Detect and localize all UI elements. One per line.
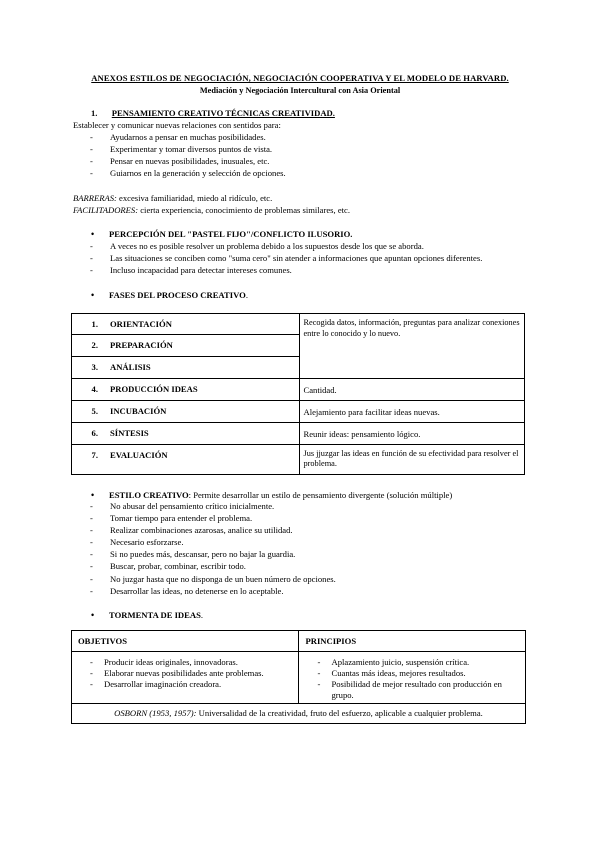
barreras-line [73,193,272,205]
list-item: - Incluso incapacidad para detectar intereses comunes. [88,265,482,277]
phase-number: 7. [91,450,98,460]
estilo-heading [91,489,452,502]
phase-label: ANÁLISIS [110,362,151,372]
barreras-label: BARRERAS: [73,193,117,203]
list-item: - Posibilidad de mejor resultado con producción en grupo. [299,679,525,701]
phase-desc: Alejamiento para facilitar ideas nuevas. [299,401,525,423]
phase-label: INCUBACIÓN [110,406,167,416]
section1-number: 1. [91,108,98,118]
table-row [72,401,525,423]
list-item: - Aplazamiento juicio, suspensión crítica. [299,657,525,668]
phase-cell [72,314,300,335]
list-item: - Cuantas más ideas, mejores resultados. [299,668,525,679]
document-title: ANEXOS ESTILOS DE NEGOCIACIÓN, NEGOCIACIÓN COOPERATIVA Y EL MODELO DE HARVARD. [91,73,509,83]
principios-list [299,657,525,701]
table-row [72,314,525,335]
table-row [72,631,526,652]
list-item: - Las situaciones se conciben como "suma cero" sin atender a informaciones que apuntan opciones diferentes. [88,253,482,265]
objetivos-header: OBJETIVOS [72,631,299,652]
phase-cell [72,379,300,401]
table-row [72,445,525,475]
phase-number: 4. [91,384,98,394]
section1-intro: Establecer y comunicar nuevas relaciones con sentidos para: [73,120,281,130]
list-item: - Realizar combinaciones azarosas, analice su utilidad. [88,525,336,537]
document-subtitle: Mediación y Negociación Intercultural con Asia Oriental [199,86,401,95]
bullet-icon: • [91,490,95,500]
phase-cell [72,423,300,445]
objetivos-cell [72,652,299,704]
phase-cell [72,357,300,379]
facilitadores-text: cierta experiencia, conocimiento de problemas similares, etc. [138,205,350,215]
list-item: - Desarrollar imaginación creadora. [72,679,298,690]
facilitadores-line [73,205,350,217]
section1-title: PENSAMIENTO CREATIVO TÉCNICAS CREATIVIDAD. [111,108,335,118]
bullet-icon: • [91,610,95,620]
fases-table [71,313,525,475]
facilitadores-label: FACILITADORES: [73,205,139,215]
phase-label: ORIENTACIÓN [110,319,172,329]
percepcion-title: PERCEPCIÓN DEL "PASTEL FIJO"/CONFLICTO ILUSORIO. [109,229,353,239]
estilo-list [88,501,336,598]
bullet-icon: • [91,229,95,239]
tormenta-title: TORMENTA DE IDEAS [109,610,201,620]
phase-number: 5. [91,406,98,416]
principios-header: PRINCIPIOS [299,631,526,652]
table-row [72,652,526,704]
phase-label: SÍNTESIS [110,428,149,438]
estilo-text: : Permite desarrollar un estilo de pensamiento divergente (solución múltiple) [188,490,453,500]
phase-number: 1. [91,319,98,329]
list-item: - Ayudarnos a pensar en muchas posibilidades. [88,132,286,144]
percepcion-list [88,241,482,277]
phase-desc: Reunir ideas: pensamiento lógico. [299,423,525,445]
list-item: - Pensar en nuevas posibilidades, inusuales, etc. [88,156,286,168]
phase-number: 2. [91,340,98,350]
phase-label: PRODUCCIÓN IDEAS [110,384,198,394]
tormenta-heading [91,609,203,622]
list-item: - Buscar, probar, combinar, escribir todo. [88,561,336,573]
percepcion-heading [91,228,352,241]
barreras-text: excesiva familiaridad, miedo al ridículo, etc. [116,193,273,203]
list-item: - Desarrollar las ideas, no detenerse en lo aceptable. [88,586,336,598]
phase-label: EVALUACIÓN [110,450,168,460]
phase-cell [72,401,300,423]
list-item: - A veces no es posible resolver un problema debido a los supuestos desde los que se aborda. [88,241,482,253]
principios-cell [299,652,526,704]
phase-desc: Jus jjuzgar las ideas en función de su efectividad para resolver el problema. [299,445,525,475]
phase-number: 3. [91,362,98,372]
table-row [72,704,526,724]
list-item: - Experimentar y tomar diversos puntos de vista. [88,144,286,156]
list-item: - Elaborar nuevas posibilidades ante problemas. [72,668,298,679]
list-item: - No juzgar hasta que no disponga de un buen número de opciones. [88,574,336,586]
section1-list [88,132,286,180]
list-item: - Tomar tiempo para entender el problema. [88,513,336,525]
fases-title: FASES DEL PROCESO CREATIVO [109,290,246,300]
phase-number: 6. [91,428,98,438]
section1-heading [91,108,335,120]
fases-period: . [245,290,248,300]
phase-cell [72,445,300,475]
tormenta-period: . [200,610,204,620]
tormenta-table [71,630,526,724]
list-item: - Producir ideas originales, innovadoras. [72,657,298,668]
osborn-text: Universalidad de la creatividad, fruto del esfuerzo, aplicable a cualquier problema. [196,708,483,718]
phase-cell [72,335,300,357]
phase-merged-desc: Recogida datos, información, preguntas para analizar conexiones entre lo conocido y lo nuevo. [299,314,525,379]
list-item: - Si no puedes más, descansar, pero no bajar la guardia. [88,549,336,561]
list-item: - No abusar del pensamiento crítico inicialmente. [88,501,336,513]
table-row [72,379,525,401]
list-item: - Necesario esforzarse. [88,537,336,549]
estilo-title: ESTILO CREATIVO [109,490,189,500]
phase-desc: Cantidad. [299,379,525,401]
osborn-cell [72,704,526,724]
phase-label: PREPARACIÓN [110,340,173,350]
objetivos-list [72,657,298,690]
list-item: - Guiarnos en la generación y selección de opciones. [88,168,286,180]
osborn-label: OSBORN (1953, 1957): [114,708,197,718]
bullet-icon: • [91,290,95,300]
fases-heading [91,289,248,302]
table-row [72,423,525,445]
